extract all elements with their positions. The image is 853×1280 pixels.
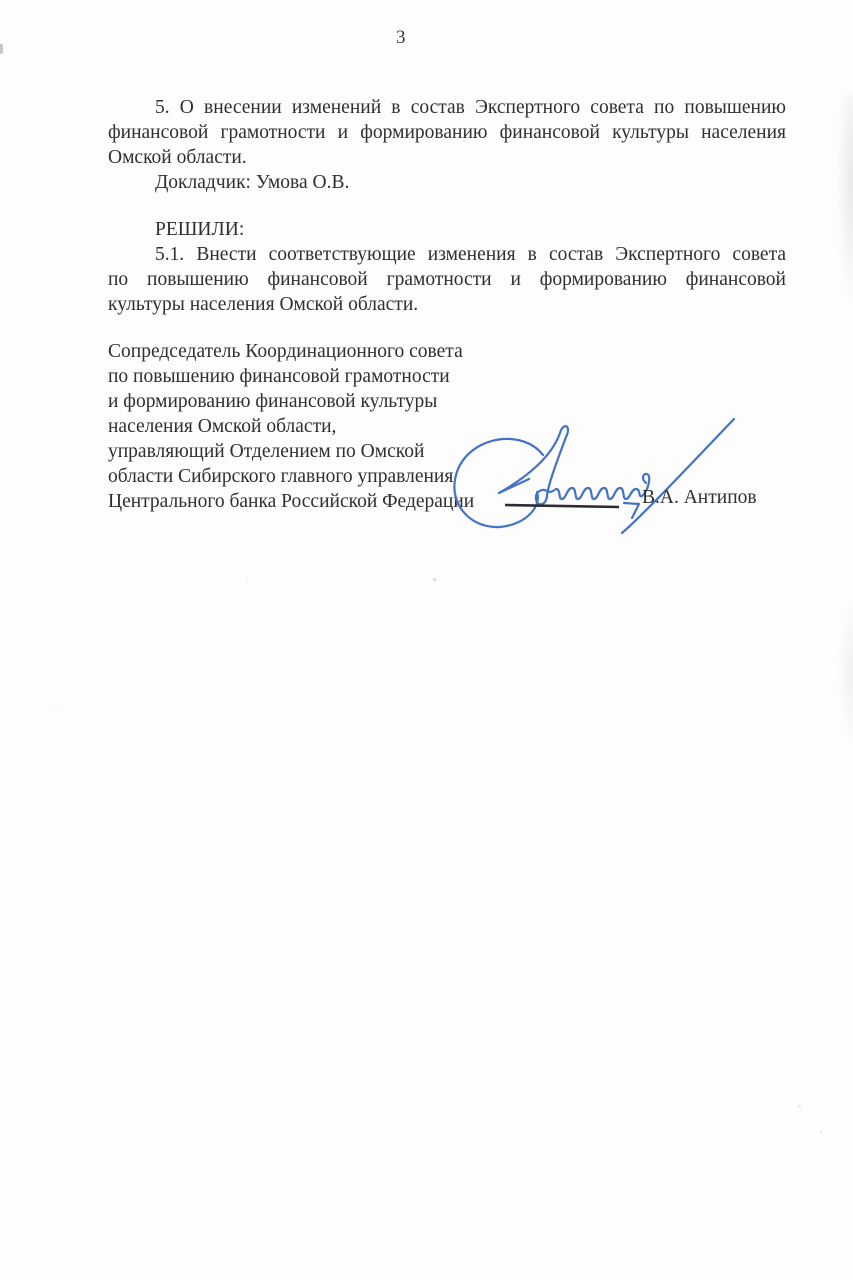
- signature-title-line: Центрального банка Российской Федерации: [108, 491, 475, 512]
- signature-title-line: управляющий Отделением по Омской: [108, 441, 425, 462]
- signature-title-line: и формированию финансовой культуры: [108, 391, 438, 412]
- signature-autograph-icon: [445, 403, 765, 548]
- signature-title-line: области Сибирского главного управления: [108, 466, 454, 487]
- scan-smudge: [837, 95, 853, 310]
- decision-item-5-1-line: культуры населения Омской области.: [108, 294, 419, 315]
- decision-item-5-1-line: 5.1. Внести соответствующие изменения в состав Экспертного совета: [155, 244, 786, 265]
- decision-item-5-1: [108, 242, 786, 317]
- decision-heading-block: [108, 217, 786, 242]
- scan-speck: [798, 1105, 801, 1108]
- signature-tail-stroke: [622, 419, 734, 533]
- speaker-line: Докладчик: Умова О.В.: [155, 172, 350, 193]
- signature-underline: [505, 505, 619, 507]
- speaker-line-block: [108, 170, 786, 195]
- page-number: 3: [396, 27, 406, 48]
- scan-smudge: [839, 598, 853, 748]
- signature-hook-stroke: [624, 503, 639, 518]
- agenda-item-5-line: 5. О внесении изменений в состав Экспертного совета по повышению: [155, 97, 786, 118]
- decision-item-5-1-line: по повышению финансовой грамотности и формированию финансовой: [108, 269, 786, 290]
- signature-autograph: [445, 403, 765, 548]
- scan-edge-mark: [0, 44, 3, 54]
- scan-speck: [246, 578, 248, 580]
- scan-speck: [433, 578, 436, 581]
- signature-loop-stroke: [454, 439, 543, 527]
- signature-title-line: Сопредседатель Координационного совета: [108, 341, 463, 362]
- signature-title-line: по повышению финансовой грамотности: [108, 366, 450, 387]
- scan-speck: [55, 706, 57, 708]
- agenda-item-5: [108, 95, 786, 170]
- agenda-item-5-line: финансовой грамотности и формированию финансовой культуры населения: [108, 122, 786, 143]
- agenda-item-5-line: Омской области.: [108, 147, 247, 168]
- scan-speck: [820, 1130, 822, 1134]
- signature-title-line: населения Омской области,: [108, 416, 337, 437]
- signatory-name: В.А. Антипов: [642, 487, 757, 508]
- decision-heading: РЕШИЛИ:: [155, 219, 245, 240]
- signature-cursive-stroke: [499, 426, 649, 504]
